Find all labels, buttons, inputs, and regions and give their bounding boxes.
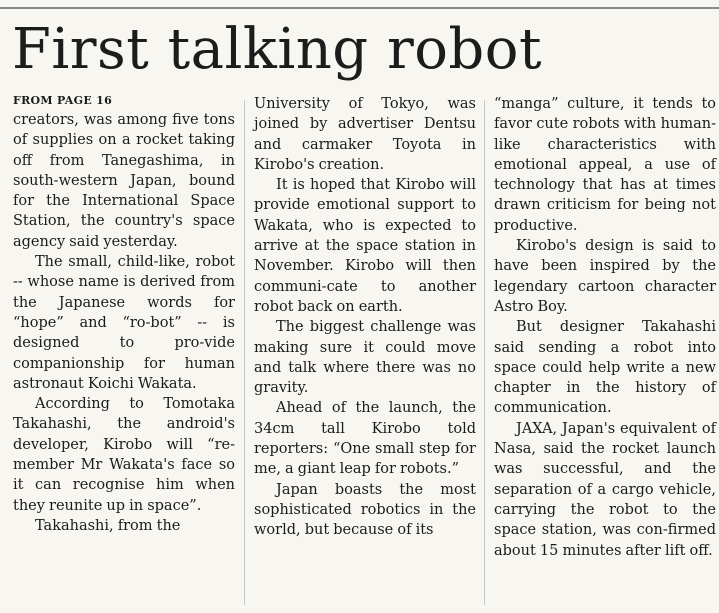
paragraph: “manga” culture, it tends to favor cute robots with human-like characteristics with emotional appeal, a use of technology that has at times drawn criticism for being not productive. [494,96,716,234]
paragraph: Ahead of the launch, the 34cm tall Kirobo told reporters: “One small step for me, a giant leap for robots.” [254,400,476,478]
column-3 [494,94,716,609]
paragraph: Japan boasts the most sophisticated robotics in the world, but because of its [254,481,476,539]
headline: First talking robot [12,17,542,82]
paragraph: It is hoped that Kirobo will provide emotional support to Wakata, who is expected to arrive at the space station in November. Kirobo will then communi-cate to another robot back on earth. [254,177,476,315]
paragraph: Takahashi, from the [35,517,181,534]
paragraph: But designer Takahashi said sending a robot into space could help write a new chapter in the history of communication. [494,319,716,417]
column-divider [244,100,245,605]
paragraph: The biggest challenge was making sure it could move and talk where there was no gravity. [254,319,476,397]
column-divider [484,100,485,605]
top-rule [0,7,719,9]
paragraph: creators, was among five tons of supplies on a rocket taking off from Tanegashima, in south-western Japan, bound for the International Space Station, the country's space agency said yesterday. [13,112,235,250]
paragraph: Kirobo's design is said to have been inspired by the legendary cartoon character Astro Boy. [494,238,716,315]
column-1 [13,94,235,609]
paragraph: The small, child-like, robot -- whose name is derived from the Japanese words for “hope” and “ro-bot” -- is designed to pro-vide companionship for human astronaut Koichi Wakata. [13,254,235,392]
paragraph: University of Tokyo, was joined by advertiser Dentsu and carmaker Toyota in Kirobo's creation. [254,96,476,173]
column-2 [254,94,476,609]
paragraph: According to Tomotaka Takahashi, the android's developer, Kirobo will “re-member Mr Wakata's face so it can recognise him when they reunite up in space”. [13,396,235,514]
paragraph: JAXA, Japan's equivalent of Nasa, said the rocket launch was successful, and the separation of a cargo vehicle, carrying the robot to the space station, was con-firmed about 15 minutes after lift off. [494,420,716,559]
kicker: FROM PAGE 16 [13,94,113,107]
